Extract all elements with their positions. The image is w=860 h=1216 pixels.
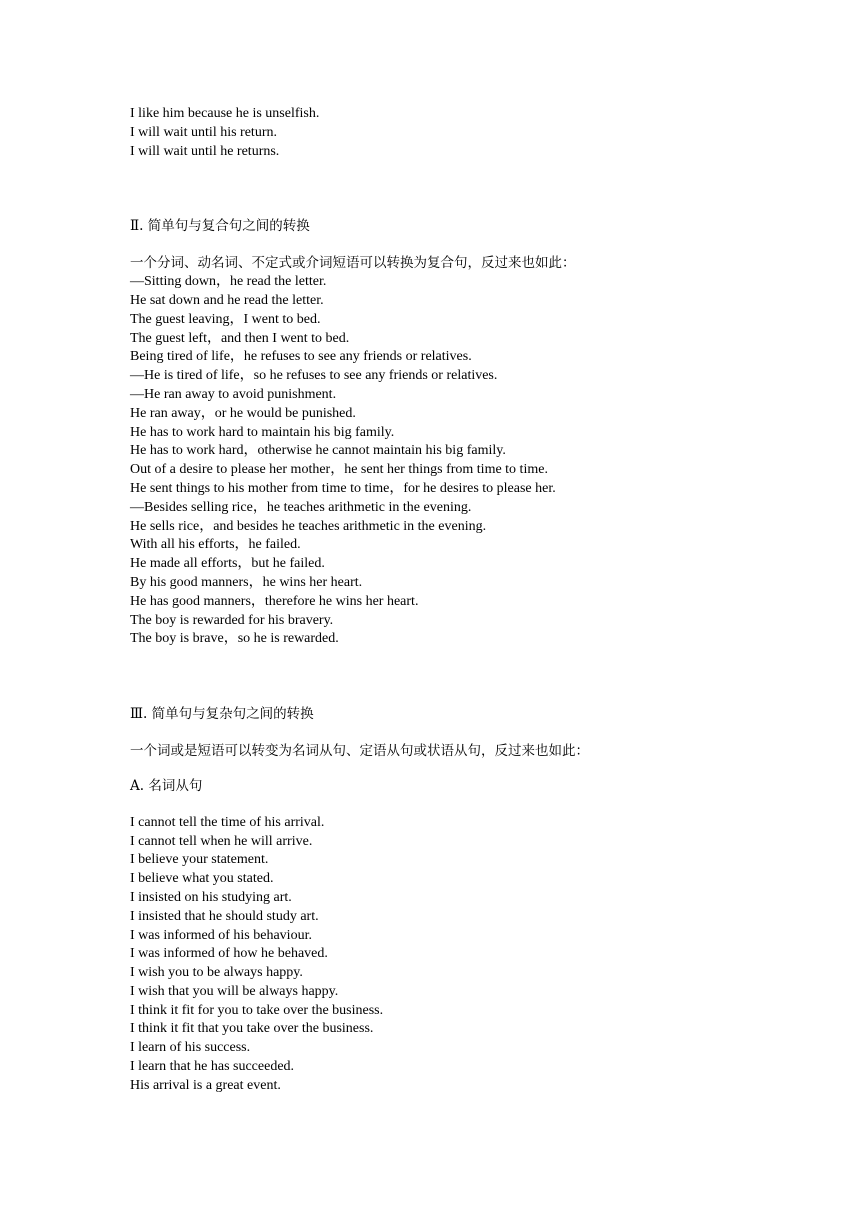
sentence-line: I cannot tell the time of his arrival. <box>130 814 325 830</box>
sentence-line: The boy is brave，so he is rewarded. <box>130 631 339 647</box>
document-body <box>130 105 770 1096</box>
sentence-line: The guest left，and then I went to bed. <box>130 330 350 346</box>
section-2-intro: 一个分词、动名词、不定式或介词短语可以转换为复合句，反过来也如此： <box>130 255 576 272</box>
sentence-line: He sent things to his mother from time to time，for he desires to please her. <box>130 480 556 496</box>
sentence-line: I believe your statement. <box>130 852 269 868</box>
sentence-line: His arrival is a great event. <box>130 1077 281 1093</box>
sentence-line: He sat down and he read the letter. <box>130 292 324 308</box>
sentence-line: I insisted on his studying art. <box>130 889 292 905</box>
sentence-line: I wish you to be always happy. <box>130 965 303 981</box>
sentence-line: With all his efforts，he failed. <box>130 537 301 553</box>
sentence-line: I insisted that he should study art. <box>130 908 319 924</box>
top-sentences <box>130 105 770 161</box>
sentence-line: Being tired of life，he refuses to see any friends or relatives. <box>130 349 472 365</box>
sentence-line: He has to work hard，otherwise he cannot maintain his big family. <box>130 443 506 459</box>
sentence-line: I cannot tell when he will arrive. <box>130 833 313 849</box>
sentence-line: I will wait until his return. <box>130 124 277 140</box>
sentence-line: —He is tired of life，so he refuses to see any friends or relatives. <box>130 368 498 384</box>
sentence-line: He made all efforts，but he failed. <box>130 556 325 572</box>
sentence-line: I think it fit for you to take over the business. <box>130 1002 384 1018</box>
sentence-line: He ran away，or he would be punished. <box>130 405 356 421</box>
sentence-line: I like him because he is unselfish. <box>130 106 320 121</box>
sentence-line: I wish that you will be always happy. <box>130 983 339 999</box>
section-3-sentences <box>130 814 770 1096</box>
sentence-line: The boy is rewarded for his bravery. <box>130 612 334 628</box>
sentence-line: He has to work hard to maintain his big family. <box>130 424 395 440</box>
sentence-line: I believe what you stated. <box>130 871 274 887</box>
sentence-line: I will wait until he returns. <box>130 143 280 159</box>
sentence-line: He has good manners，therefore he wins her heart. <box>130 593 419 609</box>
section-2-heading: Ⅱ. 简单句与复合句之间的转换 <box>130 218 310 235</box>
section-3-heading: Ⅲ. 简单句与复杂句之间的转换 <box>130 706 314 723</box>
sentence-line: I was informed of how he behaved. <box>130 946 328 962</box>
sentence-line: —He ran away to avoid punishment. <box>130 386 337 402</box>
sentence-line: —Sitting down，he read the letter. <box>130 274 327 290</box>
sentence-line: I think it fit that you take over the business. <box>130 1021 374 1037</box>
section-2-sentences <box>130 273 770 649</box>
sentence-line: —Besides selling rice，he teaches arithmetic in the evening. <box>130 499 472 515</box>
sentence-line: I was informed of his behaviour. <box>130 927 312 943</box>
sentence-line: He sells rice，and besides he teaches arithmetic in the evening. <box>130 518 487 534</box>
section-3-intro: 一个词或是短语可以转变为名词从句、定语从句或状语从句，反过来也如此： <box>130 743 589 760</box>
sentence-line: Out of a desire to please her mother，he sent her things from time to time. <box>130 462 548 478</box>
sentence-line: I learn that he has succeeded. <box>130 1059 295 1075</box>
sentence-line: By his good manners，he wins her heart. <box>130 574 363 590</box>
sentence-line: The guest leaving，I went to bed. <box>130 311 321 327</box>
sentence-line: I learn of his success. <box>130 1040 251 1056</box>
section-3-subheading: A. 名词从句 <box>130 777 203 794</box>
